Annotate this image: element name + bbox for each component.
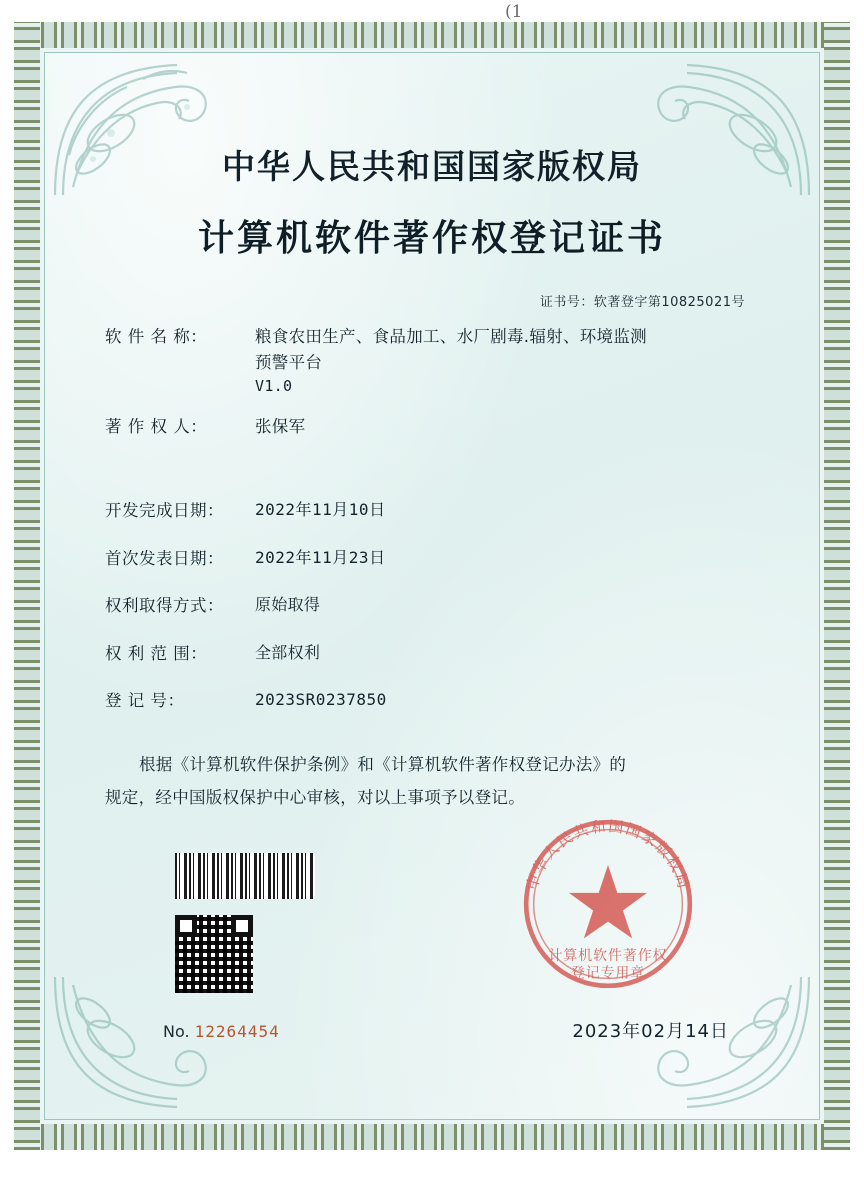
issuer-title: 中华人民共和国国家版权局 [222, 147, 642, 186]
official-seal [515, 811, 701, 997]
field-copyright-owner [105, 414, 759, 440]
border-top-greek-key [14, 22, 850, 48]
certificate-content [45, 53, 819, 1119]
field-first-publish-date-value: 2022年11月23日 [255, 547, 386, 567]
field-registration-number-value: 2023SR0237850 [255, 690, 387, 710]
field-rights-scope [105, 641, 759, 667]
field-development-date-label: 开发完成日期： [105, 500, 224, 520]
field-software-name-value [255, 324, 759, 398]
border-bottom-greek-key [14, 1124, 850, 1150]
field-first-publish-date-label: 首次发表日期： [105, 548, 224, 568]
serial-value: 12264454 [194, 1022, 280, 1041]
statement-line-1: 根据《计算机软件保护条例》和《计算机软件著作权登记办法》的 [139, 754, 627, 774]
border-right-greek-key [824, 22, 850, 1150]
certificate-number-value: 软著登字第10825021号 [593, 295, 745, 310]
field-copyright-owner-label: 著 作 权 人： [105, 417, 208, 437]
software-version: V1.0 [255, 377, 293, 396]
certificate-title: 计算机软件著作权登记证书 [197, 217, 666, 259]
issue-date: 2023年02月14日 [572, 1021, 729, 1042]
field-acquisition-method-label: 权利取得方式： [105, 596, 224, 616]
border-left-greek-key [14, 22, 40, 1150]
certificate-number [105, 291, 759, 310]
software-name-line1: 粮食农田生产、食品加工、水厂剧毒.辐射、环境监测 [255, 327, 647, 346]
svg-text:计算机软件著作权: 计算机软件著作权 [548, 947, 668, 964]
field-development-date [105, 498, 759, 524]
software-name-line2: 预警平台 [255, 352, 323, 372]
svg-text:中华人民共和国国家版权局: 中华人民共和国国家版权局 [522, 817, 694, 892]
certificate-number-label: 证书号： [539, 295, 594, 310]
field-acquisition-method-value: 原始取得 [255, 595, 321, 615]
field-registration-number-label: 登 记 号： [105, 691, 185, 711]
certificate-page [14, 22, 850, 1150]
field-software-name [105, 324, 759, 398]
serial-label: No. [163, 1022, 190, 1041]
field-copyright-owner-value: 张保军 [255, 417, 306, 437]
page-top-mark: (1 [505, 2, 523, 22]
field-software-name-label: 软 件 名 称： [105, 327, 208, 346]
code-block [175, 853, 315, 993]
svg-text:登记专用章: 登记专用章 [570, 965, 646, 982]
serial-number [163, 1022, 280, 1041]
field-acquisition-method [105, 593, 759, 619]
certificate-inner-panel [44, 52, 820, 1120]
field-registration-number [105, 688, 759, 714]
statement-paragraph [105, 748, 759, 814]
field-rights-scope-label: 权 利 范 围： [105, 643, 208, 663]
field-rights-scope-value: 全部权利 [255, 642, 321, 662]
field-first-publish-date [105, 546, 759, 572]
field-development-date-value: 2022年11月10日 [255, 499, 386, 519]
statement-line-2: 规定，经中国版权保护中心审核，对以上事项予以登记。 [105, 787, 525, 807]
qr-code-icon [175, 915, 253, 993]
barcode-icon [175, 853, 315, 899]
registration-details [105, 498, 759, 714]
